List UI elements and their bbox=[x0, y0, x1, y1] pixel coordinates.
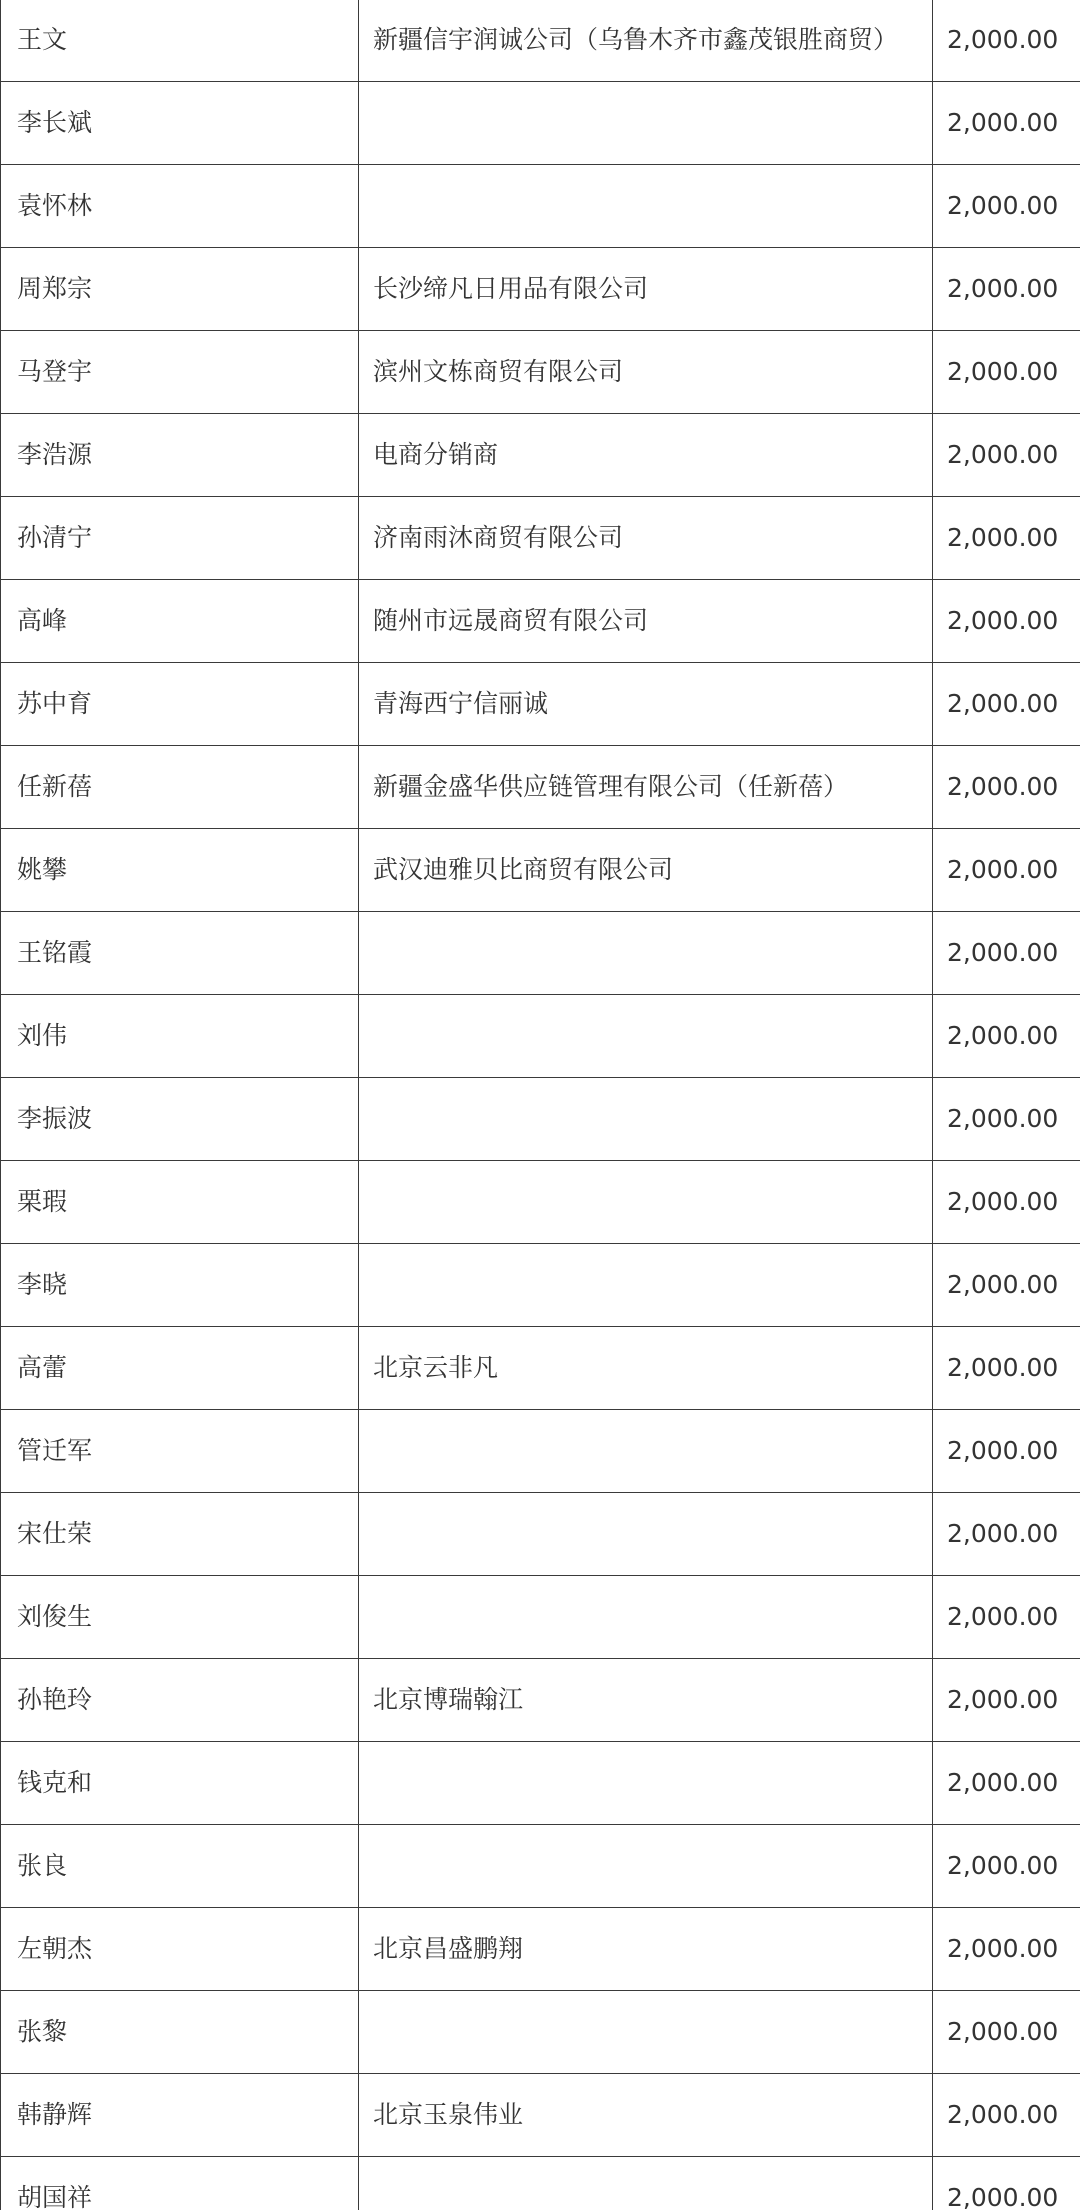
table-row bbox=[1, 1576, 1080, 1659]
name-cell: 周郑宗 bbox=[1, 248, 359, 331]
company-cell bbox=[359, 995, 933, 1078]
table-row bbox=[1, 663, 1080, 746]
table-row bbox=[1, 995, 1080, 1078]
amount-cell: 2,000.00 bbox=[933, 663, 1080, 746]
company-cell bbox=[359, 1576, 933, 1659]
amount-cell: 2,000.00 bbox=[933, 414, 1080, 497]
name-cell: 刘伟 bbox=[1, 995, 359, 1078]
name-cell: 钱克和 bbox=[1, 1742, 359, 1825]
company-cell: 武汉迪雅贝比商贸有限公司 bbox=[359, 829, 933, 912]
company-cell: 新疆信宇润诚公司（乌鲁木齐市鑫茂银胜商贸） bbox=[359, 0, 933, 82]
name-cell: 刘俊生 bbox=[1, 1576, 359, 1659]
company-cell bbox=[359, 1825, 933, 1908]
name-cell: 孙清宁 bbox=[1, 497, 359, 580]
amount-cell: 2,000.00 bbox=[933, 1410, 1080, 1493]
table-row bbox=[1, 331, 1080, 414]
table-row bbox=[1, 2074, 1080, 2157]
amount-cell: 2,000.00 bbox=[933, 2074, 1080, 2157]
company-cell: 北京云非凡 bbox=[359, 1327, 933, 1410]
table-row bbox=[1, 1493, 1080, 1576]
amount-cell: 2,000.00 bbox=[933, 995, 1080, 1078]
company-cell: 滨州文栋商贸有限公司 bbox=[359, 331, 933, 414]
name-cell: 胡国祥 bbox=[1, 2157, 359, 2210]
company-cell bbox=[359, 912, 933, 995]
company-cell: 新疆金盛华供应链管理有限公司（任新蓓） bbox=[359, 746, 933, 829]
amount-cell: 2,000.00 bbox=[933, 165, 1080, 248]
amount-cell: 2,000.00 bbox=[933, 331, 1080, 414]
table-row bbox=[1, 912, 1080, 995]
company-cell bbox=[359, 82, 933, 165]
name-cell: 高峰 bbox=[1, 580, 359, 663]
name-cell: 苏中育 bbox=[1, 663, 359, 746]
table-row bbox=[1, 165, 1080, 248]
company-cell bbox=[359, 1742, 933, 1825]
amount-cell: 2,000.00 bbox=[933, 912, 1080, 995]
amount-cell: 2,000.00 bbox=[933, 1659, 1080, 1742]
company-cell bbox=[359, 1410, 933, 1493]
table-row bbox=[1, 1908, 1080, 1991]
name-cell: 孙艳玲 bbox=[1, 1659, 359, 1742]
name-cell: 宋仕荣 bbox=[1, 1493, 359, 1576]
company-cell: 青海西宁信丽诚 bbox=[359, 663, 933, 746]
table-row bbox=[1, 1825, 1080, 1908]
name-cell: 李晓 bbox=[1, 1244, 359, 1327]
table-row bbox=[1, 1742, 1080, 1825]
company-cell bbox=[359, 1244, 933, 1327]
name-cell: 任新蓓 bbox=[1, 746, 359, 829]
company-cell: 北京玉泉伟业 bbox=[359, 2074, 933, 2157]
table-row bbox=[1, 497, 1080, 580]
amount-cell: 2,000.00 bbox=[933, 2157, 1080, 2210]
name-cell: 张良 bbox=[1, 1825, 359, 1908]
company-cell: 长沙缔凡日用品有限公司 bbox=[359, 248, 933, 331]
name-cell: 马登宇 bbox=[1, 331, 359, 414]
amount-cell: 2,000.00 bbox=[933, 497, 1080, 580]
table-row bbox=[1, 82, 1080, 165]
name-cell: 王铭霞 bbox=[1, 912, 359, 995]
table-row bbox=[1, 1991, 1080, 2074]
amount-cell: 2,000.00 bbox=[933, 1244, 1080, 1327]
table-row bbox=[1, 746, 1080, 829]
company-cell: 电商分销商 bbox=[359, 414, 933, 497]
amount-cell: 2,000.00 bbox=[933, 1078, 1080, 1161]
name-cell: 李长斌 bbox=[1, 82, 359, 165]
table-row bbox=[1, 1078, 1080, 1161]
amount-cell: 2,000.00 bbox=[933, 1908, 1080, 1991]
table-row bbox=[1, 1659, 1080, 1742]
table-row bbox=[1, 1161, 1080, 1244]
amount-cell: 2,000.00 bbox=[933, 746, 1080, 829]
company-cell: 北京昌盛鹏翔 bbox=[359, 1908, 933, 1991]
company-cell: 随州市远晟商贸有限公司 bbox=[359, 580, 933, 663]
table-body bbox=[1, 0, 1080, 2210]
company-cell bbox=[359, 1078, 933, 1161]
table-row bbox=[1, 580, 1080, 663]
table-row bbox=[1, 2157, 1080, 2210]
name-cell: 李振波 bbox=[1, 1078, 359, 1161]
amount-cell: 2,000.00 bbox=[933, 1825, 1080, 1908]
amount-cell: 2,000.00 bbox=[933, 1493, 1080, 1576]
amount-cell: 2,000.00 bbox=[933, 248, 1080, 331]
amount-cell: 2,000.00 bbox=[933, 1327, 1080, 1410]
table-row bbox=[1, 1327, 1080, 1410]
name-cell: 管迁军 bbox=[1, 1410, 359, 1493]
table-row bbox=[1, 1410, 1080, 1493]
company-cell bbox=[359, 165, 933, 248]
name-cell: 韩静辉 bbox=[1, 2074, 359, 2157]
amount-cell: 2,000.00 bbox=[933, 1991, 1080, 2074]
amount-cell: 2,000.00 bbox=[933, 1576, 1080, 1659]
company-cell bbox=[359, 2157, 933, 2210]
amount-cell: 2,000.00 bbox=[933, 1161, 1080, 1244]
table-row bbox=[1, 248, 1080, 331]
name-cell: 张黎 bbox=[1, 1991, 359, 2074]
table-row bbox=[1, 414, 1080, 497]
name-cell: 姚攀 bbox=[1, 829, 359, 912]
amount-cell: 2,000.00 bbox=[933, 829, 1080, 912]
company-cell bbox=[359, 1493, 933, 1576]
company-cell: 北京博瑞翰江 bbox=[359, 1659, 933, 1742]
name-cell: 左朝杰 bbox=[1, 1908, 359, 1991]
amount-cell: 2,000.00 bbox=[933, 0, 1080, 82]
amount-cell: 2,000.00 bbox=[933, 1742, 1080, 1825]
amount-cell: 2,000.00 bbox=[933, 82, 1080, 165]
company-cell bbox=[359, 1161, 933, 1244]
table-row bbox=[1, 829, 1080, 912]
table-row bbox=[1, 0, 1080, 82]
amount-cell: 2,000.00 bbox=[933, 580, 1080, 663]
name-cell: 高蕾 bbox=[1, 1327, 359, 1410]
name-cell: 栗瑕 bbox=[1, 1161, 359, 1244]
company-cell: 济南雨沐商贸有限公司 bbox=[359, 497, 933, 580]
name-cell: 王文 bbox=[1, 0, 359, 82]
company-cell bbox=[359, 1991, 933, 2074]
table-row bbox=[1, 1244, 1080, 1327]
name-cell: 李浩源 bbox=[1, 414, 359, 497]
name-cell: 袁怀林 bbox=[1, 165, 359, 248]
